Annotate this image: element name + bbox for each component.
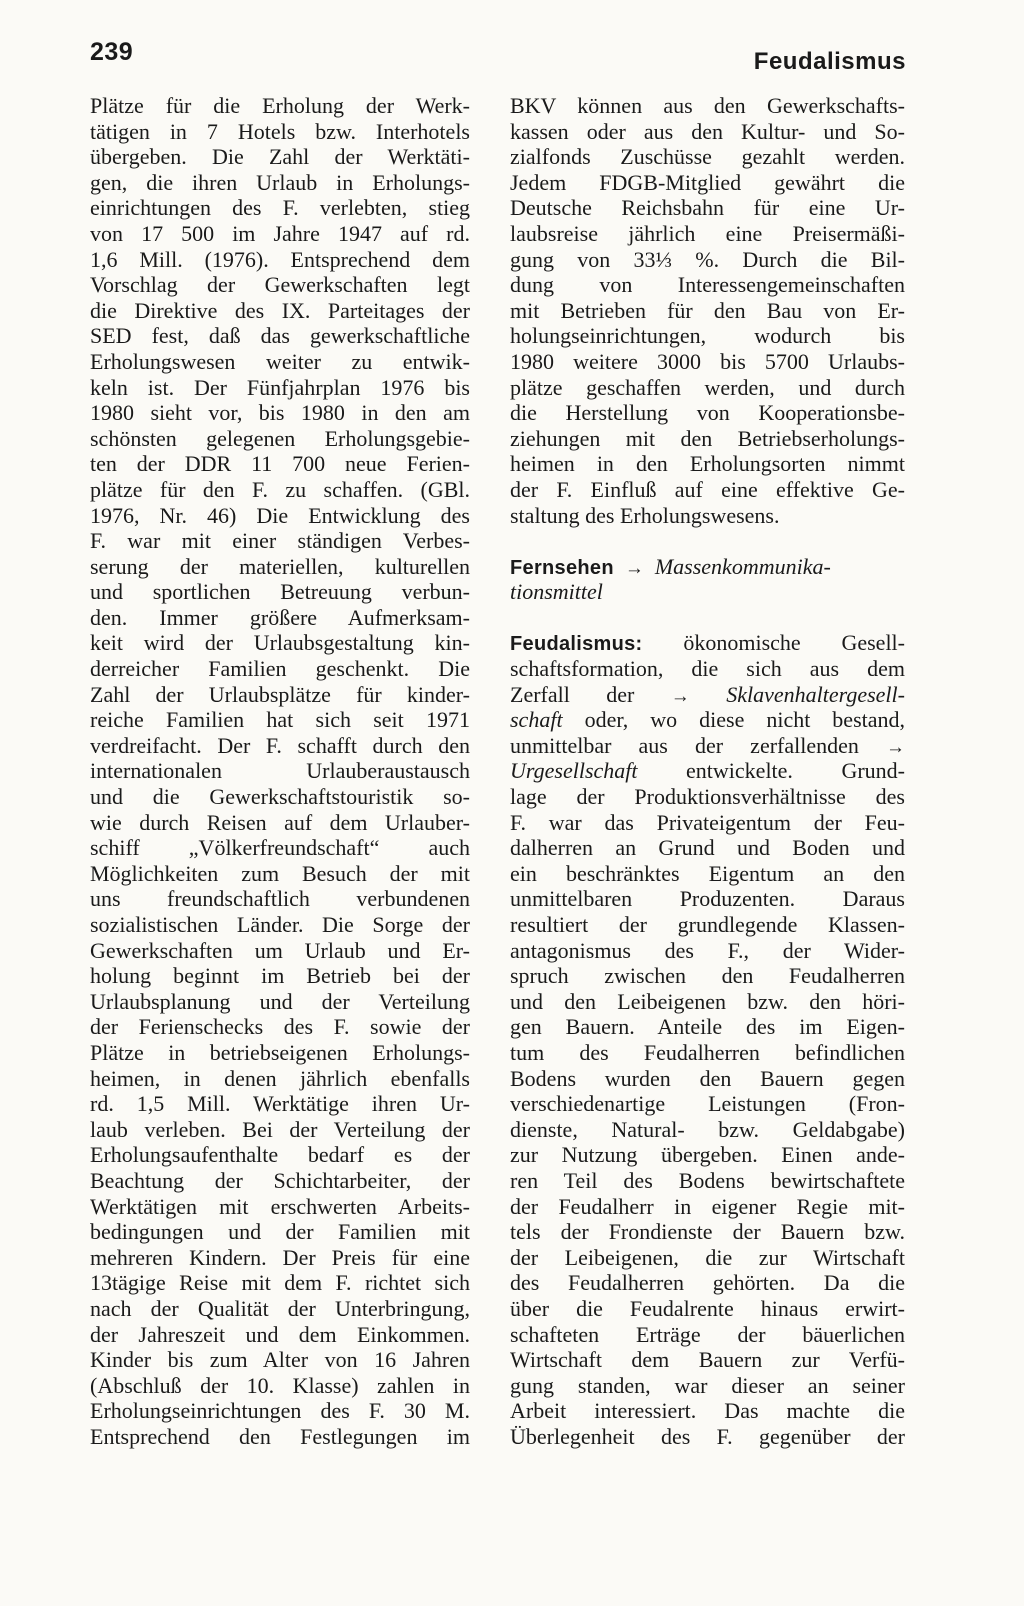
cross-reference: tionsmittel — [510, 579, 603, 605]
right-column — [510, 93, 905, 1449]
entry-fernsehen — [510, 554, 905, 605]
headword: Feudalismus: — [510, 633, 643, 656]
text-line: 1976, Nr. 46) Die Entwicklung des — [90, 502, 470, 528]
text-line: der Ferienschecks des F. sowie der — [90, 1014, 470, 1040]
page-number: 239 — [90, 38, 134, 66]
text-line: 1980 weitere 3000 bis 5700 Urlaubs- — [510, 348, 905, 374]
text-line: der F. Einfluß auf eine effektive Ge- — [510, 476, 905, 502]
body-text: Zerfall der — [510, 681, 635, 707]
text-line: Bodens wurden den Bauern gegen — [510, 1065, 905, 1091]
text-line: und sportlichen Betreuung verbun- — [90, 579, 470, 605]
text-line: gung standen, war dieser an seiner — [510, 1372, 905, 1398]
text-line: lage der Produktionsverhältnisse des — [510, 784, 905, 810]
text-line: unmittelbaren Produzenten. Daraus — [510, 886, 905, 912]
text-line: Gewerkschaften um Urlaub und Er- — [90, 937, 470, 963]
text-line: und den Leibeigenen bzw. den höri- — [510, 988, 905, 1014]
text-line: Wirtschaft dem Bauern zur Verfü- — [510, 1347, 905, 1373]
text-line: des Feudalherren gehörten. Da die — [510, 1270, 905, 1296]
text-line: tum des Feudalherren befindlichen — [510, 1039, 905, 1065]
text-line: einrichtungen des F. verlebten, stieg — [90, 195, 470, 221]
text-line: staltung des Erholungswesens. — [510, 502, 780, 528]
text-line: Beachtung der Schichtarbeiter, der — [90, 1167, 470, 1193]
body-text: ökonomische Gesell- — [683, 630, 905, 656]
cross-reference: Urgesellschaft — [510, 758, 638, 784]
text-line: laub verleben. Bei der Verteilung der — [90, 1116, 470, 1142]
text-line: 13tägige Reise mit dem F. richtet sich — [90, 1270, 470, 1296]
text-line: Entsprechend den Festlegungen im — [90, 1423, 470, 1449]
text-line: holungseinrichtungen, wodurch bis — [510, 323, 905, 349]
text-line: F. war mit einer ständigen Verbes- — [90, 528, 470, 554]
paragraph-gap — [510, 605, 905, 631]
right-column-intro — [510, 93, 905, 528]
text-line: Urlaubsplanung und der Verteilung — [90, 988, 470, 1014]
text-line: der Jahreszeit und dem Einkommen. — [90, 1321, 470, 1347]
entry-line: schaftsformation, die sich aus dem — [510, 656, 905, 682]
text-line: von 17 500 im Jahre 1947 auf rd. — [90, 220, 470, 246]
text-line: Deutsche Reichsbahn für eine Ur- — [510, 195, 905, 221]
text-line: wie durch Reisen auf dem Urlauber- — [90, 809, 470, 835]
entry-line — [510, 554, 905, 580]
text-line: spruch zwischen den Feudalherren — [510, 963, 905, 989]
text-line: SED fest, daß das gewerkschaftliche — [90, 323, 470, 349]
text-line: und die Gewerkschaftstouristik so- — [90, 784, 470, 810]
entry-line — [510, 682, 905, 708]
text-line: gen Bauern. Anteile des im Eigen- — [510, 1014, 905, 1040]
left-column — [90, 93, 470, 1449]
text-line: schiff „Völkerfreundschaft“ auch — [90, 835, 470, 861]
cross-reference: schaft — [510, 707, 563, 733]
text-line: mit Betrieben für den Bau von Er- — [510, 297, 905, 323]
text-line: plätze für den F. zu schaffen. (GBl. — [90, 476, 470, 502]
text-line: ren Teil des Bodens bewirtschaftete — [510, 1167, 905, 1193]
text-line: Erholungswesen weiter zu entwik- — [90, 348, 470, 374]
text-line: holung beginnt im Betrieb bei der — [90, 963, 470, 989]
text-line: dung von Interessengemeinschaften — [510, 272, 905, 298]
text-line: die Herstellung von Kooperationsbe- — [510, 400, 905, 426]
text-line: internationalen Urlauberaustausch — [90, 758, 470, 784]
text-line: rd. 1,5 Mill. Werktätige ihren Ur- — [90, 1091, 470, 1117]
text-line: Vorschlag der Gewerkschaften legt — [90, 272, 470, 298]
text-line: Überlegenheit des F. gegenüber der — [510, 1423, 905, 1449]
cross-reference-arrow-icon: → — [886, 736, 905, 758]
text-line: derreicher Familien geschenkt. Die — [90, 656, 470, 682]
text-line: keln ist. Der Fünfjahrplan 1976 bis — [90, 374, 470, 400]
body-text: unmittelbar aus der zerfallenden — [510, 732, 859, 758]
running-head: Feudalismus — [753, 48, 906, 75]
body-text: oder, wo diese nicht bestand, — [584, 707, 906, 733]
text-line: übergeben. Die Zahl der Werktäti- — [90, 144, 470, 170]
text-line: plätze geschaffen werden, und durch — [510, 374, 905, 400]
headword: Fernsehen — [510, 556, 614, 579]
text-line: über die Feudalrente hinaus erwirt- — [510, 1295, 905, 1321]
text-line: heimen in den Erholungsorten nimmt — [510, 451, 905, 477]
text-line: Werktätigen mit erschwerten Arbeits- — [90, 1193, 470, 1219]
text-line: resultiert der grundlegende Klassen- — [510, 912, 905, 937]
text-line: verdreifacht. Der F. schafft durch den — [90, 732, 470, 758]
text-line: gung von 33⅓ %. Durch die Bil- — [510, 246, 905, 272]
text-line: der Leibeigenen, die zur Wirtschaft — [510, 1244, 905, 1270]
text-line: ein beschränktes Eigentum an den — [510, 860, 905, 886]
cross-reference: Massenkommunika- — [654, 553, 831, 579]
text-line: antagonismus des F., der Wider- — [510, 937, 905, 963]
text-line: 1,6 Mill. (1976). Entsprechend dem — [90, 246, 470, 272]
text-line: dalherren an Grund und Boden und — [510, 835, 905, 861]
text-line: Arbeit interessiert. Das machte die — [510, 1398, 905, 1424]
text-line: die Direktive des IX. Parteitages der — [90, 297, 470, 323]
text-line: gen, die ihren Urlaub in Erholungs- — [90, 169, 470, 195]
text-line: heimen, in denen jährlich ebenfalls — [90, 1065, 470, 1091]
text-line: mehreren Kindern. Der Preis für eine — [90, 1244, 470, 1270]
text-line: Jedem FDGB-Mitglied gewährt die — [510, 169, 905, 195]
text-line: Zahl der Urlaubsplätze für kinder- — [90, 681, 470, 707]
text-line: Plätze in betriebseigenen Erholungs- — [90, 1039, 470, 1065]
text-line: Plätze für die Erholung der Werk- — [90, 93, 470, 118]
text-line: uns freundschaftlich verbundenen — [90, 886, 470, 912]
text-line: schönsten gelegenen Erholungsgebie- — [90, 425, 470, 451]
text-line: (Abschluß der 10. Klasse) zahlen in — [90, 1372, 470, 1398]
text-line: zur Nutzung übergeben. Einen ande- — [510, 1142, 905, 1168]
text-line: laubsreise jährlich eine Preisermäßi- — [510, 220, 905, 246]
text-line: 1980 sieht vor, bis 1980 in den am — [90, 400, 470, 426]
text-line: den. Immer größere Aufmerksam- — [90, 604, 470, 630]
text-line: keit wird der Urlaubsgestaltung kin- — [90, 630, 470, 656]
text-line: ziehungen mit den Betriebserholungs- — [510, 425, 905, 451]
text-line: Kinder bis zum Alter von 16 Jahren — [90, 1347, 470, 1373]
text-line: reiche Familien hat sich seit 1971 — [90, 707, 470, 733]
text-line: bedingungen und der Familien mit — [90, 1219, 470, 1245]
body-text: entwickelte. Grund- — [686, 758, 905, 784]
text-line: zialfonds Zuschüsse gezahlt werden. — [510, 144, 905, 170]
text-line: tätigen in 7 Hotels bzw. Interhotels — [90, 118, 470, 144]
text-line: sozialistischen Länder. Die Sorge der — [90, 912, 470, 937]
text-line: Erholungseinrichtungen des F. 30 M. — [90, 1398, 470, 1424]
entry-body — [510, 784, 905, 1449]
paragraph-gap — [510, 528, 905, 554]
text-line: Möglichkeiten zum Besuch der mit — [90, 860, 470, 886]
cross-reference-arrow-icon: → — [624, 557, 644, 579]
cross-reference-arrow-icon: → — [670, 685, 690, 707]
entry-line — [510, 707, 905, 733]
text-line: ten der DDR 11 700 neue Ferien- — [90, 451, 470, 477]
text-line: Erholungsaufenthalte bedarf es der — [90, 1142, 470, 1168]
text-line: F. war das Privateigentum der Feu- — [510, 809, 905, 835]
entry-line — [510, 758, 905, 784]
text-line: der Feudalherr in eigener Regie mit- — [510, 1193, 905, 1219]
entry-line — [510, 733, 905, 759]
text-line: dienste, Natural- bzw. Geldabgabe) — [510, 1116, 905, 1142]
entry-line — [510, 630, 905, 656]
text-line: verschiedenartige Leistungen (Fron- — [510, 1091, 905, 1117]
entry-feudalismus — [510, 630, 905, 1449]
text-line: nach der Qualität der Unterbringung, — [90, 1295, 470, 1321]
text-line: schafteten Erträge der bäuerlichen — [510, 1321, 905, 1347]
cross-reference: Sklavenhaltergesell- — [726, 681, 905, 707]
text-line: BKV können aus den Gewerkschafts- — [510, 93, 905, 118]
entry-line — [510, 579, 905, 605]
text-line: kassen oder aus den Kultur- und So- — [510, 118, 905, 144]
text-line: serung der materiellen, kulturellen — [90, 553, 470, 579]
text-line: tels der Frondienste der Bauern bzw. — [510, 1219, 905, 1245]
